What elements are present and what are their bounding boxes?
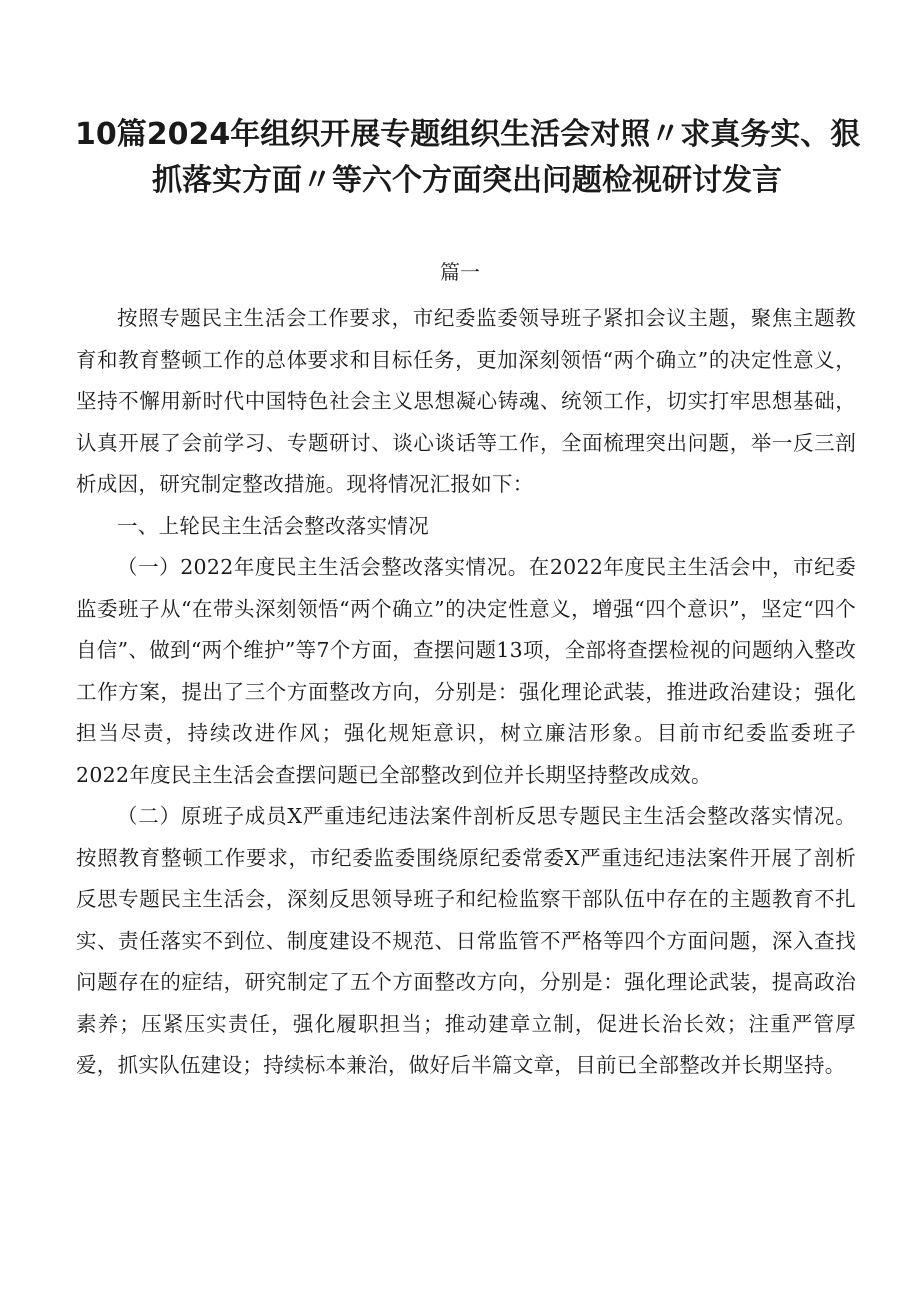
paragraph-intro: 按照专题民主生活会工作要求，市纪委监委领导班子紧扣会议主题，聚焦主题教育和教育整顿工作的总体要求和目标任务，更加深刻领悟“两个确立”的决定性意义，坚持不懈用新时代中国特色社会主义思想凝心铸魂、统领工作，切实打牢思想基础，认真开展了会前学习、专题研讨、谈心谈话等工作，全面梳理突出问题，举一反三剖析成因，研究制定整改措施。现将情况汇报如下： — [76, 306, 856, 496]
section-heading: 一、上轮民主生活会整改落实情况 — [117, 513, 429, 538]
document-body — [76, 298, 856, 1087]
section-label: 篇一 — [440, 260, 480, 284]
document-title-line-1: 10篇2024年组织开展专题组织生活会对照〃求真务实、狠 — [75, 117, 861, 152]
document-title — [60, 112, 870, 204]
paragraph-item-1: （一）2022年度民主生活会整改落实情况。在2022年度民主生活会中，市纪委监委班子从“在带头深刻领悟“两个确立”的决定性意义，增强“四个意识”，坚定“四个自信”、做到“两个维护”等7个方面，查摆问题13项，全部将查摆检视的问题纳入整改工作方案，提出了三个方面整改方向，分别是：强化理论武装，推进政治建设；强化担当尽责，持续改进作风；强化规矩意识，树立廉洁形象。目前市纪委监委班子2022年度民主生活会查摆问题已全部整改到位并长期坚持整改成效。 — [76, 555, 856, 787]
document-title-line-2: 抓落实方面〃等六个方面突出问题检视研讨发言 — [152, 163, 782, 198]
paragraph-item-2: （二）原班子成员X严重违纪违法案件剖析反思专题民主生活会整改落实情况。按照教育整顿工作要求，市纪委监委围绕原纪委常委X严重违纪违法案件开展了剖析反思专题民主生活会，深刻反思领导班子和纪检监察干部队伍中存在的主题教育不扎实、责任落实不到位、制度建设不规范、日常监管不严格等四个方面问题，深入查找问题存在的症结，研究制定了五个方面整改方向，分别是：强化理论武装，提高政治素养；压紧压实责任，强化履职担当；推动建章立制，促进长治长效；注重严管厚爱，抓实队伍建设；持续标本兼治，做好后半篇文章，目前已全部整改并长期坚持。 — [76, 804, 856, 1077]
